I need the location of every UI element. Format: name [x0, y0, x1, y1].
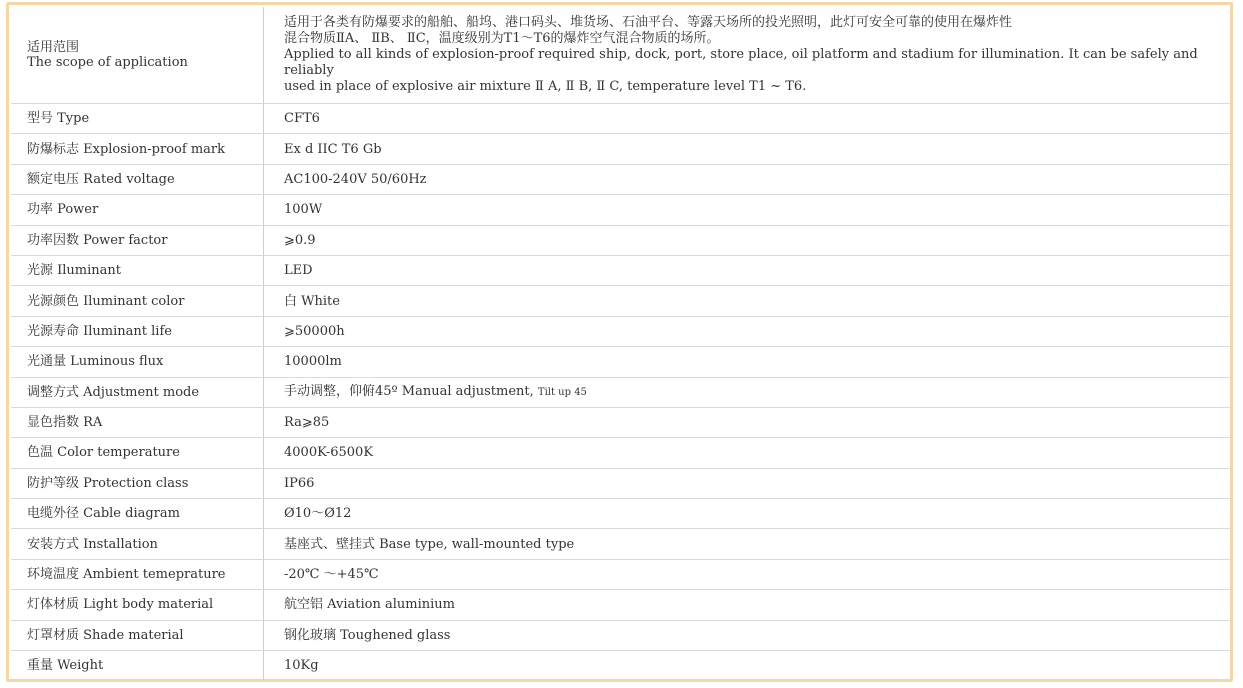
scope-label-cn: 适用范围	[27, 40, 80, 55]
row-value: Ra⩾85	[264, 407, 1232, 437]
row-label: 额定电压 Rated voltage	[11, 164, 264, 194]
row-value: IP66	[264, 468, 1232, 498]
row-label: 灯罩材质 Shade material	[11, 620, 264, 650]
row-label: 功率因数 Power factor	[11, 225, 264, 255]
scope-label-cell	[11, 7, 264, 104]
row-value: ⩾50000h	[264, 316, 1232, 346]
row-value: 基座式、壁挂式 Base type, wall-mounted type	[264, 529, 1232, 559]
row-value: 航空铝 Aviation aluminium	[264, 590, 1232, 620]
row-value: -20℃ ～+45℃	[264, 559, 1232, 589]
row-label: 电缆外径 Cable diagram	[11, 499, 264, 529]
table-row	[11, 407, 1231, 437]
scope-value-cell	[264, 7, 1232, 104]
table-row-scope	[11, 7, 1231, 104]
table-row	[11, 499, 1231, 529]
adjustment-small-text: Tilt up 45	[537, 387, 587, 399]
scope-value-en-line1: Applied to all kinds of explosion-proof required ship, dock, port, store place, oil platform and stadium for illumination. It can be safely and reliably	[284, 47, 1198, 78]
row-value: 10000lm	[264, 347, 1232, 377]
row-value: 钢化玻璃 Toughened glass	[264, 620, 1232, 650]
table-row	[11, 225, 1231, 255]
row-value: LED	[264, 255, 1232, 285]
row-value-adjustment	[264, 377, 1232, 407]
row-value: 白 White	[264, 286, 1232, 316]
row-label: 灯体材质 Light body material	[11, 590, 264, 620]
row-label: 调整方式 Adjustment mode	[11, 377, 264, 407]
row-value: ⩾0.9	[264, 225, 1232, 255]
table-row	[11, 559, 1231, 589]
adjustment-text: 手动调整，仰俯45º Manual adjustment,	[284, 384, 534, 400]
table-row	[11, 195, 1231, 225]
table-row	[11, 468, 1231, 498]
row-label: 色温 Color temperature	[11, 438, 264, 468]
row-label: 光源颜色 Iluminant color	[11, 286, 264, 316]
row-value: AC100-240V 50/60Hz	[264, 164, 1232, 194]
row-label: 环境温度 Ambient temeprature	[11, 559, 264, 589]
scope-value-cn-line2: 混合物质ⅡA、 ⅡB、 ⅡC，温度级别为T1～T6的爆炸空气混合物质的场所。	[284, 31, 720, 46]
row-label: 光通量 Luminous flux	[11, 347, 264, 377]
row-label: 显色指数 RA	[11, 407, 264, 437]
row-label: 重量 Weight	[11, 651, 264, 681]
table-row	[11, 104, 1231, 134]
row-value: CFT6	[264, 104, 1232, 134]
row-label: 光源寿命 Iluminant life	[11, 316, 264, 346]
table-row	[11, 651, 1231, 681]
table-row	[11, 438, 1231, 468]
table-row	[11, 316, 1231, 346]
table-row	[11, 255, 1231, 285]
row-label: 型号 Type	[11, 104, 264, 134]
table-row	[11, 377, 1231, 407]
spec-table	[11, 7, 1231, 680]
row-value: 4000K-6500K	[264, 438, 1232, 468]
table-row	[11, 620, 1231, 650]
table-row	[11, 134, 1231, 164]
spec-table-frame	[6, 2, 1233, 682]
row-label: 防护等级 Protection class	[11, 468, 264, 498]
row-label: 光源 Iluminant	[11, 255, 264, 285]
table-row	[11, 164, 1231, 194]
scope-value-cn-line1: 适用于各类有防爆要求的船舶、船坞、港口码头、堆货场、石油平台、等露天场所的投光照明，此灯可安全可靠的使用在爆炸性	[284, 15, 1013, 30]
row-value: Ex d IIC T6 Gb	[264, 134, 1232, 164]
table-row	[11, 590, 1231, 620]
row-label: 功率 Power	[11, 195, 264, 225]
table-row	[11, 286, 1231, 316]
table-row	[11, 347, 1231, 377]
row-label: 防爆标志 Explosion-proof mark	[11, 134, 264, 164]
row-value: Ø10～Ø12	[264, 499, 1232, 529]
row-label: 安装方式 Installation	[11, 529, 264, 559]
row-value: 100W	[264, 195, 1232, 225]
table-row	[11, 529, 1231, 559]
scope-value-en-line2: used in place of explosive air mixture Ⅱ A, Ⅱ B, Ⅱ C, temperature level T1 ~ T6.	[284, 79, 807, 94]
scope-label-en: The scope of application	[27, 55, 188, 70]
row-value: 10Kg	[284, 658, 319, 674]
